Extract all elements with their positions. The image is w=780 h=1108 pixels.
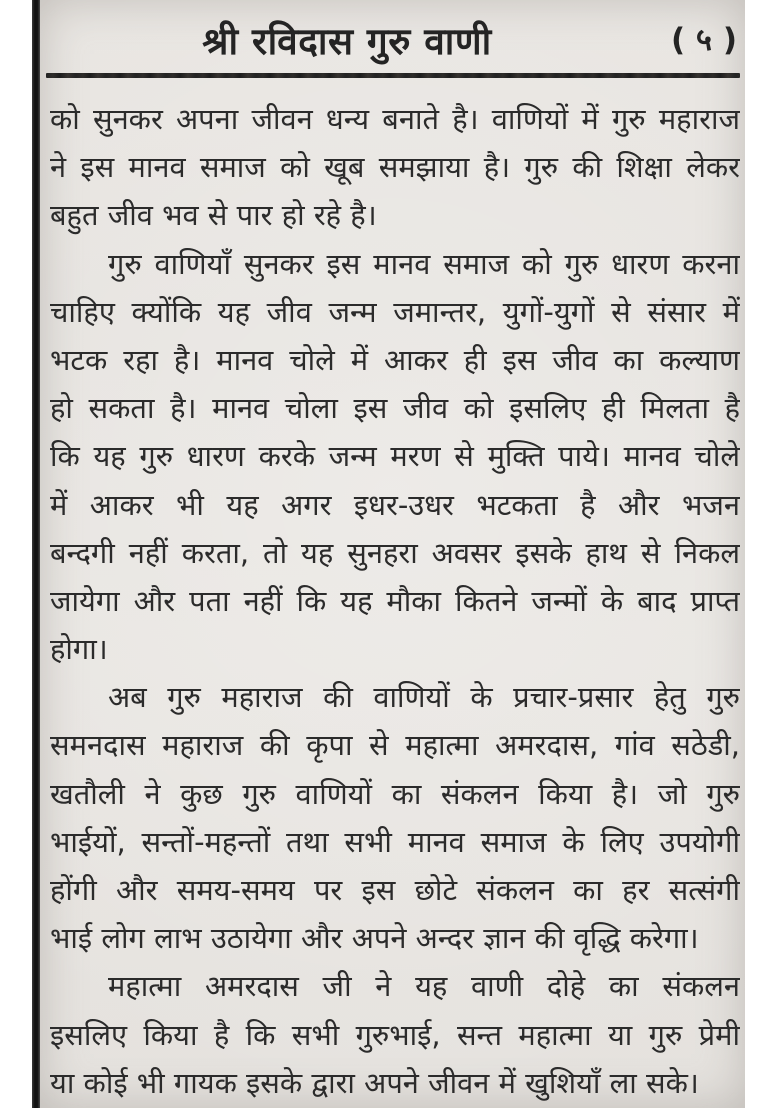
text-line: समनदास महाराज की कृपा से महात्मा अमरदास, गांव सठेडी, bbox=[50, 728, 740, 763]
text-line: भटक रहा है। मानव चोले में आकर ही इस जीव का कल्याण bbox=[50, 342, 740, 377]
text-line: चाहिए क्योंकि यह जीव जन्म जमान्तर, युगों-युगों से संसार में bbox=[50, 294, 740, 329]
text-line: बन्दगी नहीं करता, तो यह सुनहरा अवसर इसके हाथ से निकल bbox=[50, 535, 740, 570]
text-paragraph bbox=[50, 673, 740, 962]
page-body bbox=[50, 95, 740, 1107]
page-number: ( ५ ) bbox=[670, 22, 737, 58]
text-line: या कोई भी गायक इसके द्वारा अपने जीवन में खुशियाँ ला सके। bbox=[50, 1065, 699, 1100]
text-line: बहुत जीव भव से पार हो रहे है। bbox=[50, 198, 377, 233]
text-line: होंगी और समय-समय पर इस छोटे संकलन का हर सत्संगी bbox=[50, 873, 740, 907]
header-rule bbox=[46, 73, 740, 78]
text-line: गुरु वाणियाँ सुनकर इस मानव समाज को गुरु धारण करना bbox=[108, 246, 740, 281]
text-line: होगा। bbox=[50, 632, 108, 667]
text-line: में आकर भी यह अगर इधर-उधर भटकता है और भजन bbox=[50, 487, 740, 522]
text-line: अब गुरु महाराज की वाणियों के प्रचार-प्रसार हेतु गुरु bbox=[108, 680, 740, 715]
page-title: श्री रविदास गुरु वाणी bbox=[202, 20, 492, 63]
text-line: ने इस मानव समाज को खूब समझाया है। गुरु की शिक्षा लेकर bbox=[50, 150, 740, 185]
text-line: महात्मा अमरदास जी ने यह वाणी दोहे का संकलन bbox=[108, 969, 740, 1004]
text-line: हो सकता है। मानव चोला इस जीव को इसलिए ही मिलता है bbox=[50, 391, 740, 426]
book-page bbox=[40, 0, 745, 1108]
page-header bbox=[50, 14, 739, 72]
text-line: कि यह गुरु धारण करके जन्म मरण से मुक्ति पाये। मानव चोले bbox=[50, 439, 740, 474]
text-paragraph bbox=[50, 240, 740, 674]
text-line: इसलिए किया है कि सभी गुरुभाई, सन्त महात्मा या गुरु प्रेमी bbox=[50, 1017, 740, 1052]
text-line: को सुनकर अपना जीवन धन्य बनाते है। वाणियों में गुरु महाराज bbox=[50, 102, 740, 136]
text-paragraph bbox=[50, 962, 740, 1107]
text-line: भाई लोग लाभ उठायेगा और अपने अन्दर ज्ञान की वृद्धि करेगा। bbox=[50, 921, 699, 956]
binding-gutter-shadow bbox=[32, 0, 40, 1108]
text-line: भाईयों, सन्तों-महन्तों तथा सभी मानव समाज के लिए उपयोगी bbox=[50, 824, 740, 859]
text-line: जायेगा और पता नहीं कि यह मौका कितने जन्मों के बाद प्राप्त bbox=[50, 583, 740, 618]
text-paragraph bbox=[50, 95, 740, 240]
text-line: खतौली ने कुछ गुरु वाणियों का संकलन किया है। जो गुरु bbox=[50, 776, 740, 811]
